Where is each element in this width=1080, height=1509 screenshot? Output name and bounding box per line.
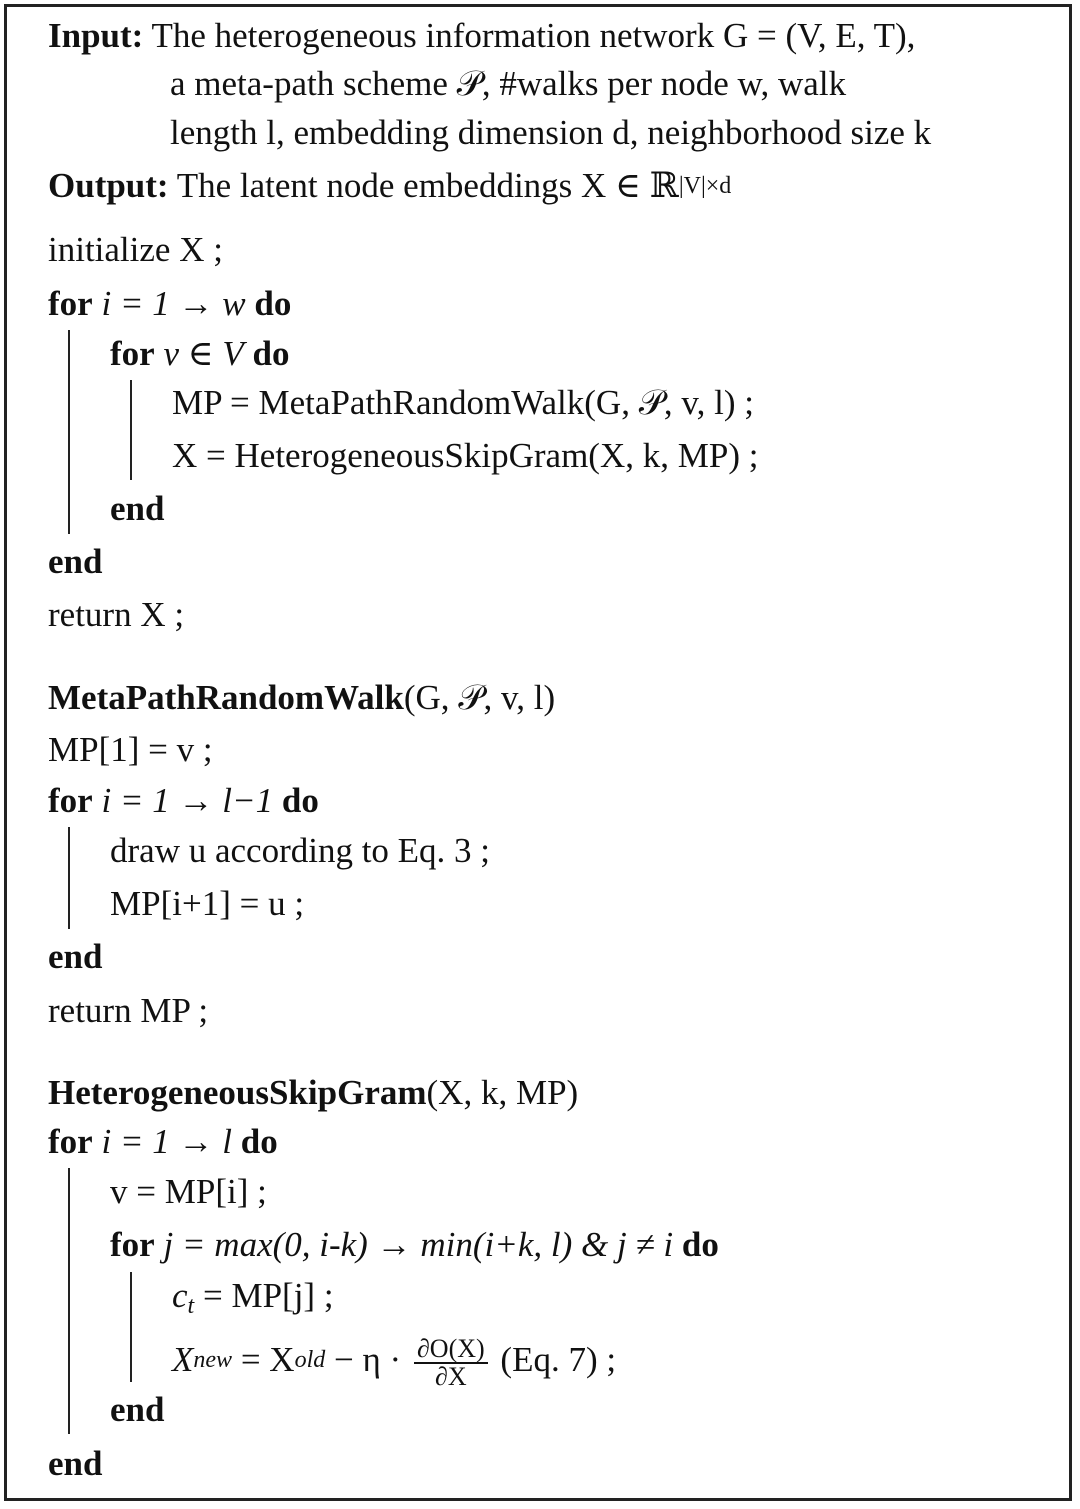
skipgram-header [48, 1073, 578, 1113]
block-bar [130, 380, 132, 480]
walk-assign-line: MP[i+1] = u ; [110, 884, 305, 923]
output-text: The latent node embeddings X ∈ ℝ [176, 166, 679, 205]
update-line: $X^{new} = X^{old} - \eta$ · $\frac{\partial O(X)}{\partial X}$ (Eq. 7) ; [172, 1334, 617, 1391]
skipgram-for-outer-line: for i = 1 → l do [48, 1122, 278, 1161]
walk-for-condition: i = 1 → l−1 [101, 781, 274, 820]
skipgram-for-outer-condition: i = 1 → l [101, 1122, 233, 1161]
gradient-fraction: $\frac{\partial O(X)}{\partial X}$ [414, 1336, 488, 1390]
end-outer: end [48, 542, 103, 581]
skipgram-v-line: v = MP[i] ; [110, 1172, 267, 1211]
metapath-call-line: MP = MetaPathRandomWalk(G, 𝒫, v, l) ; [172, 383, 755, 422]
for-outer-condition: i = 1 → w [101, 284, 246, 323]
return-line: return X ; [48, 595, 185, 634]
skipgram-for-inner-condition: j = max(0, i-k) → min(i+k, l) & j ≠ i [163, 1225, 674, 1264]
end-inner: end [110, 489, 165, 528]
walk-name: MetaPathRandomWalk [48, 678, 404, 717]
walk-draw-line: draw u according to Eq. 3 ; [110, 831, 491, 870]
walk-header [48, 678, 555, 718]
walk-for-line: for i = 1 → l−1 do [48, 781, 319, 820]
for-outer-line: for i = 1 → w do [48, 284, 292, 323]
skipgram-for-inner-line: for j = max(0, i-k) → min(i+k, l) & j ≠ i do [110, 1225, 719, 1264]
walk-args: (G, 𝒫, v, l) [403, 678, 556, 717]
output-dimension: |V|×d [678, 173, 732, 199]
input-label: Input: [48, 16, 144, 55]
walk-end: end [48, 937, 103, 976]
init-line: initialize X ; [48, 230, 223, 269]
input-text-1: The heterogeneous information network G = (V, E, T), [151, 16, 916, 55]
context-line: $c_t = MP[j]$ ; [172, 1276, 334, 1319]
skipgram-end-outer: end [48, 1444, 103, 1483]
input-line-3: length l, embedding dimension d, neighborhood size k [170, 113, 932, 152]
skipgram-call-line: X = HeterogeneousSkipGram(X, k, MP) ; [172, 436, 759, 475]
skipgram-name: HeterogeneousSkipGram [48, 1073, 427, 1112]
block-bar [130, 1272, 132, 1382]
block-bar [68, 330, 70, 534]
for-inner-line: for v ∈ V do [110, 334, 290, 373]
block-bar [68, 1168, 70, 1434]
skipgram-end-inner: end [110, 1390, 165, 1429]
walk-return-line: return MP ; [48, 991, 209, 1030]
output-label: Output: [48, 166, 169, 205]
output-line [48, 166, 731, 210]
input-line-2: a meta-path scheme 𝒫, #walks per node w, walk [170, 64, 847, 103]
input-line-1 [48, 16, 915, 56]
skipgram-args: (X, k, MP) [426, 1073, 579, 1112]
block-bar [68, 827, 70, 929]
walk-init-line: MP[1] = v ; [48, 730, 213, 769]
for-inner-condition: v ∈ V [163, 334, 244, 373]
